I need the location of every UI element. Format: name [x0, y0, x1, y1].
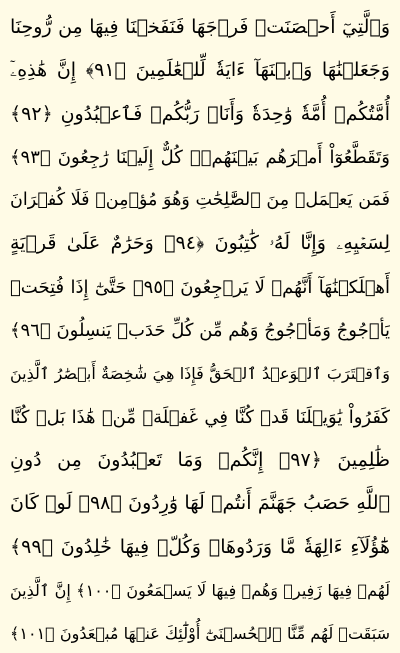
text-line: ٱللَّهِ حَصَبُ جَهَنَّمَ أَنتُمۡ لَهَا وَٰرِدُونَ ﴿٩٨﴾ لَوۡ كَانَ — [10, 492, 390, 515]
text-line: وَتَقَطَّعُوٓاْ أَمۡرَهُم بَيۡنَهُمۡۖ كُلٌّ إِلَيۡنَا رَٰجِعُونَ ﴿٩٣﴾ — [10, 146, 390, 168]
text-line: كَفَرُواْ يَٰوَيۡلَنَا قَدۡ كُنَّا فِي غَفۡلَةٖ مِّنۡ هَٰذَا بَلۡ كُنَّا — [10, 406, 390, 428]
text-line: لِسَعۡيِهِۦ وَإِنَّا لَهُۥ كَٰتِبُونَ ﴿٩٤﴾ وَحَرَٰمٌ عَلَىٰ قَرۡيَةٍ — [10, 232, 390, 255]
text-line: يَأۡجُوجُ وَمَأۡجُوجُ وَهُم مِّن كُلِّ حَدَبٖ يَنسِلُونَ ﴿٩٦﴾ — [10, 320, 390, 342]
text-line: وَجَعَلۡنَٰهَا وَٱبۡنَهَآ ءَايَةٗ لِّلۡعَٰلَمِينَ ﴿٩١﴾ إِنَّ هَٰذِهِۦٓ — [10, 59, 390, 82]
text-line: هَٰٓؤُلَآءِ ءَالِهَةٗ مَّا وَرَدُوهَاۖ وَكُلّٞ فِيهَا خَٰلِدُونَ ﴿٩٩﴾ — [10, 535, 390, 558]
text-line: أَهۡلَكۡنَٰهَآ أَنَّهُمۡ لَا يَرۡجِعُونَ ﴿٩٥﴾ حَتَّىٰٓ إِذَا فُتِحَتۡ — [10, 276, 390, 298]
text-line: ظَٰلِمِينَ ﴿٩٧﴾ إِنَّكُمۡ وَمَا تَعۡبُدُونَ مِن دُونِ — [10, 448, 390, 471]
text-line: أُمَّتُكُمۡ أُمَّةٗ وَٰحِدَةٗ وَأَنَا۠ رَبُّكُمۡ فَٱعۡبُدُونِ ﴿٩٢﴾ — [10, 102, 390, 125]
text-line: وَٱقۡتَرَبَ ٱلۡوَعۡدُ ٱلۡحَقُّ فَإِذَا هِيَ شَٰخِصَةٌ أَبۡصَٰرُ ٱلَّذِينَ — [10, 364, 390, 384]
text-line: فَمَن يَعۡمَلۡ مِنَ ٱلصَّٰلِحَٰتِ وَهُوَ مُؤۡمِنٞ فَلَا كُفۡرَانَ — [10, 190, 390, 211]
text-line: سَبَقَتۡ لَهُم مِّنَّا ٱلۡحُسۡنَىٰٓ أُوْلَٰٓئِكَ عَنۡهَا مُبۡعَدُونَ ﴿١٠١﴾ — [10, 624, 390, 644]
text-line: لَهُمۡ فِيهَا زَفِيرٞ وَهُمۡ فِيهَا لَا يَسۡمَعُونَ ﴿١٠٠﴾ إِنَّ ٱلَّذِينَ — [10, 580, 390, 600]
text-line: وَٱلَّتِيٓ أَحۡصَنَتۡ فَرۡجَهَا فَنَفَخۡنَا فِيهَا مِن رُّوحِنَا — [10, 16, 390, 38]
